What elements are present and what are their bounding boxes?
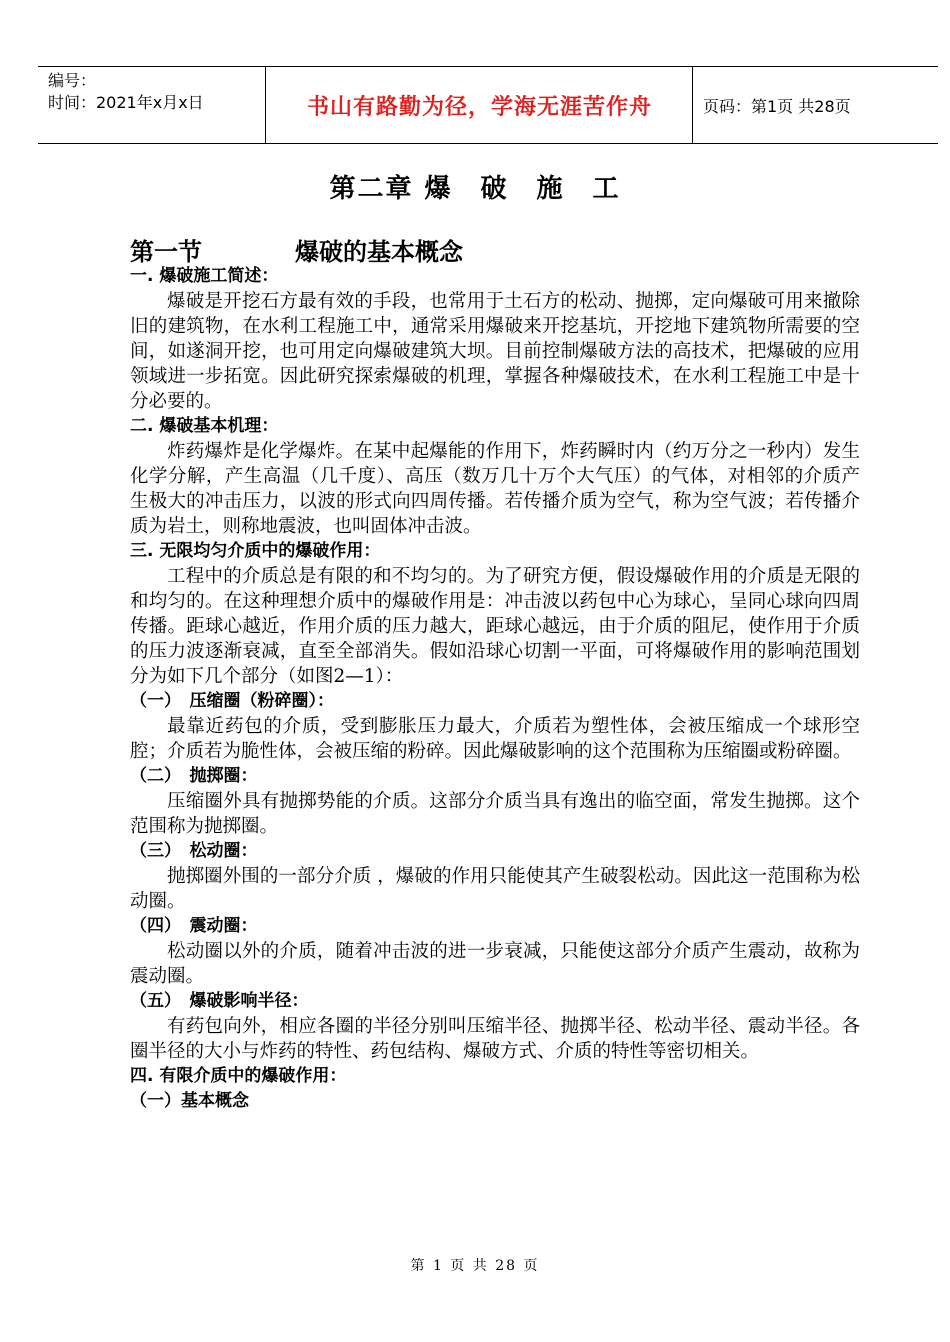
document-number-label: 编号： (48, 71, 97, 90)
section-title (130, 232, 630, 267)
header-page-info: 页码：第1页 共28页 (703, 96, 851, 116)
paragraph: 工程中的介质总是有限的和不均匀的。为了研究方便，假设爆破作用的介质是无限的和均匀的。在这种理想介质中的爆破作用是：冲击波以药包中心为球心，呈同心球向四周传播。距球心越近，作用介质的压力越大，距球心越远，由于介质的阻尼，使作用于介质的压力波逐渐衰减，直至全部消失。假如沿球心切割一平面，可将爆破作用的影响范围划分为如下几个部分（如图2—1）： (130, 566, 860, 687)
paragraph: 有药包向外，相应各圈的半径分别叫压缩半径、抛掷半径、松动半径、震动半径。各圈半径的大小与炸药的特性、药包结构、爆破方式、介质的特性等密切相关。 (130, 1016, 860, 1062)
heading: （四） 震动圈： (130, 916, 258, 936)
page-footer: 第 1 页 共 28 页 (410, 1258, 540, 1274)
chapter-title: 第二章 爆 破 施 工 (329, 174, 621, 204)
paragraph: 压缩圈外具有抛掷势能的介质。这部分介质当具有逸出的临空面，常发生抛掷。这个范围称为抛掷圈。 (130, 791, 860, 837)
header-motto: 书山有路勤为径，学海无涯苦作舟 (267, 67, 693, 143)
heading: （三） 松动圈： (130, 841, 258, 861)
heading: （五） 爆破影响半径： (130, 991, 309, 1011)
section-heading: 爆破的基本概念 (295, 237, 463, 266)
header-meta (38, 67, 266, 143)
paragraph: 最靠近药包的介质，受到膨胀压力最大，介质若为塑性体，会被压缩成一个球形空腔；介质若为脆性体，会被压缩的粉碎。因此爆破影响的这个范围称为压缩圈或粉碎圈。 (130, 716, 860, 762)
paragraph: 炸药爆炸是化学爆炸。在某中起爆能的作用下，炸药瞬时内（约万分之一秒内）发生化学分解，产生高温（几千度）、高压（数万几十万个大气压）的气体，对相邻的介质产生极大的冲击压力，以波的形式向四周传播。若传播介质为空气，称为空气波；若传播介质为岩土，则称地震波，也叫固体冲击波。 (130, 441, 860, 537)
page-header (38, 66, 938, 144)
paragraph: 爆破是开挖石方最有效的手段，也常用于土石方的松动、抛掷，定向爆破可用来撤除旧的建筑物，在水利工程施工中，通常采用爆破来开挖基坑，开挖地下建筑物所需要的空间，如遂洞开挖，也可用定向爆破建筑大坝。目前控制爆破方法的高技术，把爆破的应用领域进一步拓宽。因此研究探索爆破的机理，掌握各种爆破技术，在水利工程施工中是十分必要的。 (130, 291, 860, 412)
heading: （二） 抛掷圈： (130, 766, 258, 786)
heading: （一） 压缩圈（粉碎圈）： (130, 691, 334, 711)
heading: 三. 无限均匀介质中的爆破作用： (130, 541, 381, 561)
heading: 一. 爆破施工简述： (130, 266, 279, 286)
document-body (130, 264, 860, 1114)
heading: （一）基本概念 (130, 1091, 249, 1111)
paragraph: 抛掷圈外围的一部分介质 ，爆破的作用只能使其产生破裂松动。因此这一范围称为松动圈。 (130, 866, 860, 912)
section-number: 第一节 (130, 237, 202, 266)
heading: 四. 有限介质中的爆破作用： (130, 1066, 347, 1086)
document-time: 时间：2021年x月x日 (48, 93, 204, 112)
heading: 二. 爆破基本机理： (130, 416, 279, 436)
paragraph: 松动圈以外的介质，随着冲击波的进一步衰减，只能使这部分介质产生震动，故称为震动圈。 (130, 941, 860, 987)
